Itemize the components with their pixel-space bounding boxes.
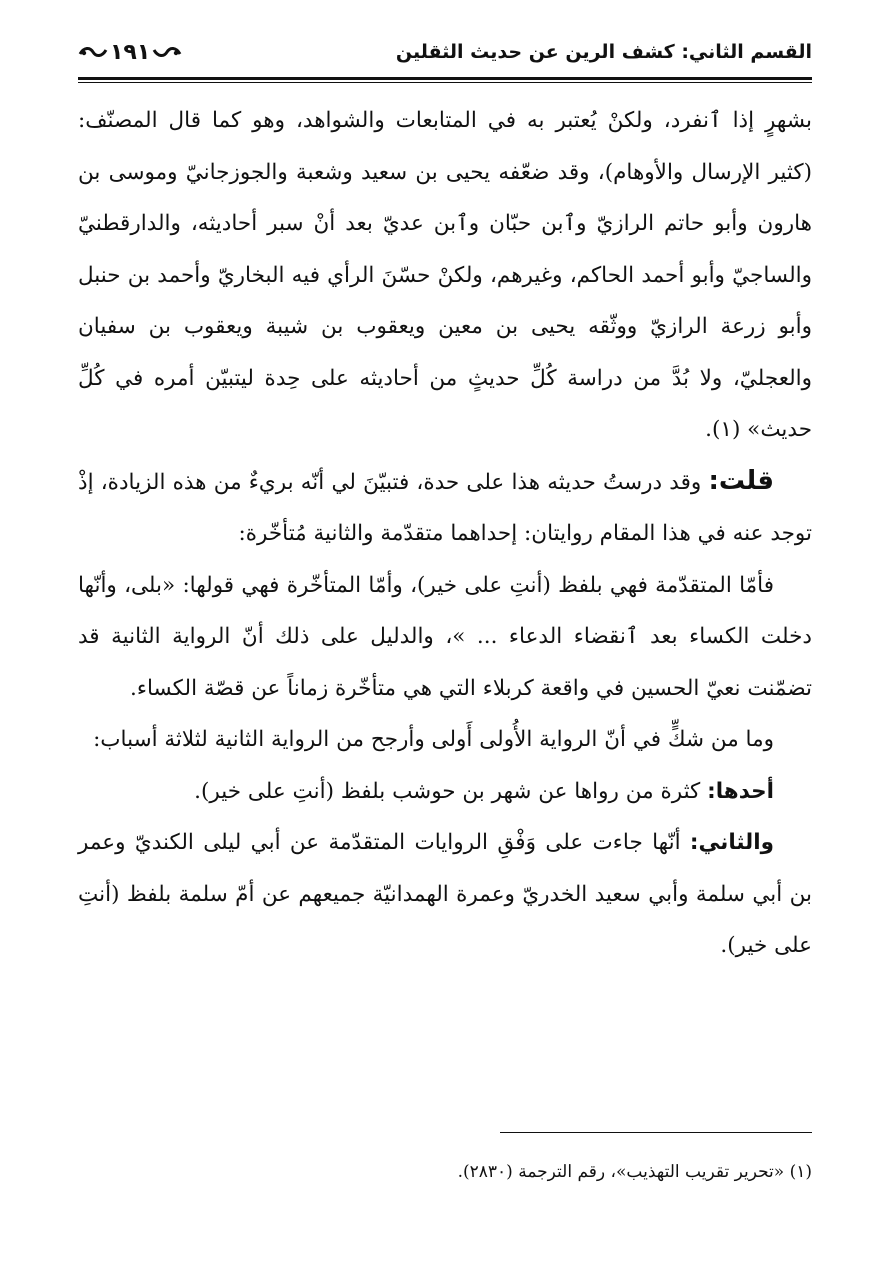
paragraph-1: بشهرٍ إذا ٱنفرد، ولكنْ يُعتبر به في المتابعات والشواهد، وهو كما قال المصنّف: (كثير الإرسال والأوهام)، وقد ضعّفه يحيى بن سعيد وشعبة والجوزجانيّ وموسى بن هارون وأبو حاتم الرازيّ وٱبن حبّان وٱبن عديّ بعد أنْ سبر أحاديثه، والدارقطنيّ والساجيّ وأبو أحمد الحاكم، وغيرهم، ولكنْ حسّنَ الرأي فيه البخاريّ وأحمد بن حنبل وأبو زرعة الرازيّ ووثّقه يحيى بن معين ويعقوب بن شيبة ويعقوب بن سفيان والعجليّ، ولا بُدَّ من دراسة كُلِّ حديثٍ من أحاديثه على حِدة ليتبيّن أمره في كُلِّ حديث» (١). — [78, 108, 812, 442]
paragraph-2-lead: قلت: — [708, 465, 774, 496]
running-title: القسم الثاني: كشف الرين عن حديث الثقلين — [395, 41, 812, 63]
header-rule — [78, 77, 812, 80]
paragraph-4: وما من شكٍّ في أنّ الرواية الأُولى أَولى وأرجح من الرواية الثانية لثلاثة أسباب: — [93, 727, 774, 752]
paragraph-5 — [78, 766, 812, 818]
right-ornament-icon — [152, 45, 182, 59]
footnote-1: (١) «تحرير تقريب التهذيب»، رقم الترجمة (٢٨٣٠). — [457, 1162, 812, 1182]
page-header — [78, 30, 812, 74]
main-text — [78, 95, 812, 972]
paragraph-6-text: أنّها جاءت على وَفْقِ الروايات المتقدّمة عن أبي ليلى الكنديّ وعمر بن أبي سلمة وأبي سعيد الخدريّ وعمرة الهمدانيّة جميعهم عن أمّ سلمة بلفظ (أنتِ على خير). — [78, 830, 812, 958]
left-ornament-icon — [78, 45, 108, 59]
paragraph-3: فأمّا المتقدّمة فهي بلفظ (أنتِ على خير)، وأمّا المتأخّرة فهي قولها: «بلى، وأنّها دخلت الكساء بعد ٱنقضاء الدعاء ... »، والدليل على ذلك أنّ الرواية الثانية قد تضمّنت نعيّ الحسين في واقعة كربلاء التي هي متأخّرة زماناً عن قصّة الكساء. — [78, 572, 812, 701]
footnote-separator — [500, 1132, 812, 1133]
page-number-block — [78, 40, 182, 65]
page-number: ١٩١ — [110, 39, 151, 65]
paragraph-2 — [78, 456, 812, 560]
paragraph-5-text: كثرة من رواها عن شهر بن حوشب بلفظ (أنتِ على خير). — [194, 778, 708, 804]
paragraph-5-lead: أحدها: — [707, 778, 774, 804]
header-rule-thin — [78, 82, 812, 83]
paragraph-6-lead: والثاني: — [689, 830, 774, 855]
paragraph-6 — [78, 817, 812, 972]
paragraph-2-text: وقد درستُ حديثه هذا على حدة، فتبيّنَ لي أنّه بريءٌ من هذه الزيادة، إذْ توجد عنه في هذا المقام روايتان: إحداهما متقدّمة والثانية مُتأخّرة: — [78, 469, 812, 546]
